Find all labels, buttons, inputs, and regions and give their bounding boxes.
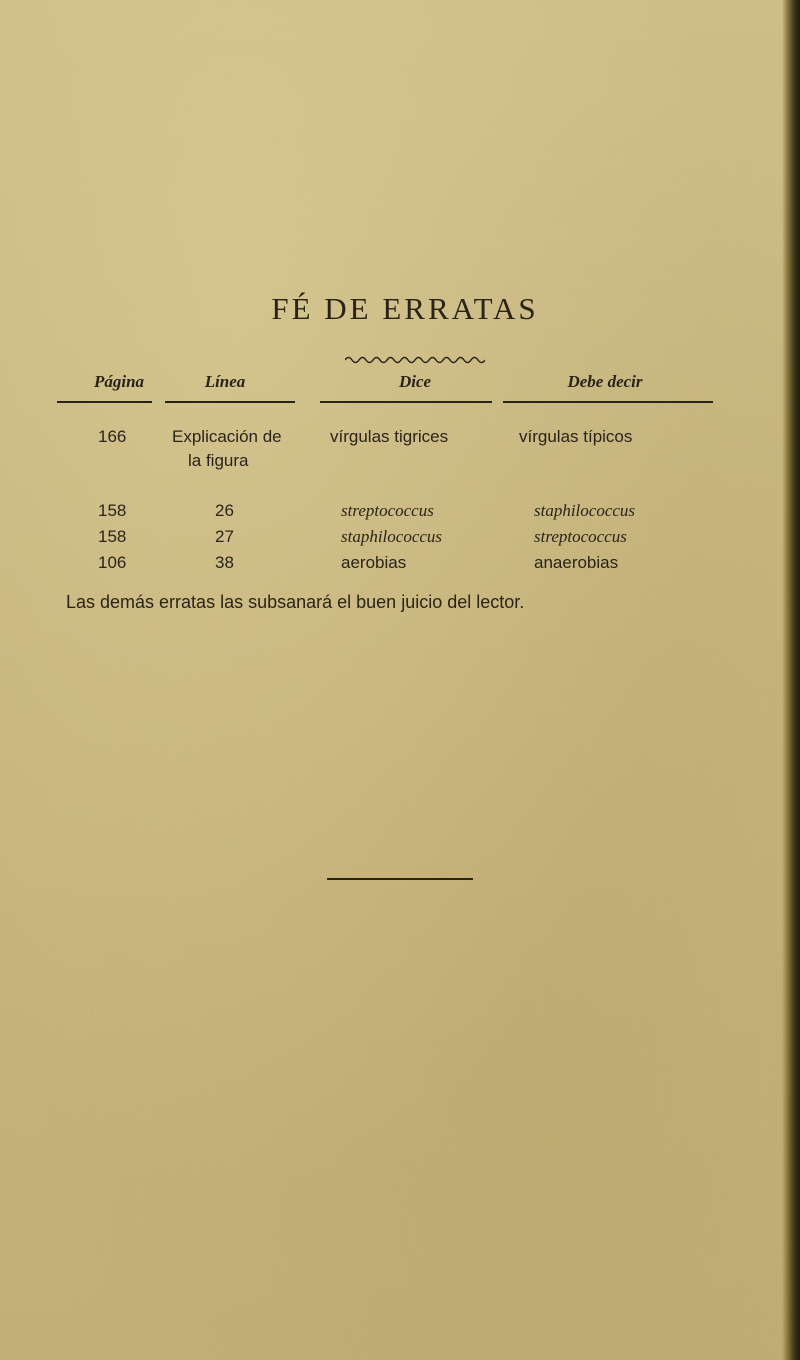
wavy-ornament — [345, 355, 485, 365]
page-edge — [782, 0, 800, 1360]
closing-note: Las demás erratas las subsanará el buen juicio del lector. — [66, 592, 525, 612]
cell-pagina: 166 — [98, 427, 127, 446]
cell-pagina: 158 — [98, 501, 127, 520]
cell-linea: Explicación de — [172, 427, 282, 446]
bottom-divider — [327, 878, 473, 880]
cell-linea: 38 — [215, 553, 234, 572]
header-rule-pagina — [57, 401, 152, 403]
page-title: FÉ DE ERRATAS — [271, 290, 539, 326]
cell-linea: 26 — [215, 501, 234, 520]
cell-dice: vírgulas tigrices — [330, 427, 449, 446]
cell-pagina: 158 — [98, 527, 127, 546]
cell-dice: streptococcus — [341, 501, 434, 520]
cell-dice: staphilococcus — [341, 527, 443, 546]
header-pagina: Página — [93, 372, 145, 391]
cell-debe-decir: streptococcus — [534, 527, 627, 546]
cell-pagina: 106 — [98, 553, 127, 572]
header-dice: Dice — [398, 372, 432, 391]
header-debe-decir: Debe decir — [567, 372, 643, 391]
cell-debe-decir: vírgulas típicos — [519, 427, 633, 446]
header-rule-debe-decir — [503, 401, 713, 403]
header-linea: Línea — [204, 372, 246, 391]
cell-debe-decir: staphilococcus — [534, 501, 636, 520]
header-rule-linea — [165, 401, 295, 403]
cell-debe-decir: anaerobias — [534, 553, 619, 572]
cell-dice: aerobias — [341, 553, 407, 572]
header-rule-dice — [320, 401, 492, 403]
cell-linea-cont: la figura — [188, 451, 249, 470]
cell-linea: 27 — [215, 527, 234, 546]
